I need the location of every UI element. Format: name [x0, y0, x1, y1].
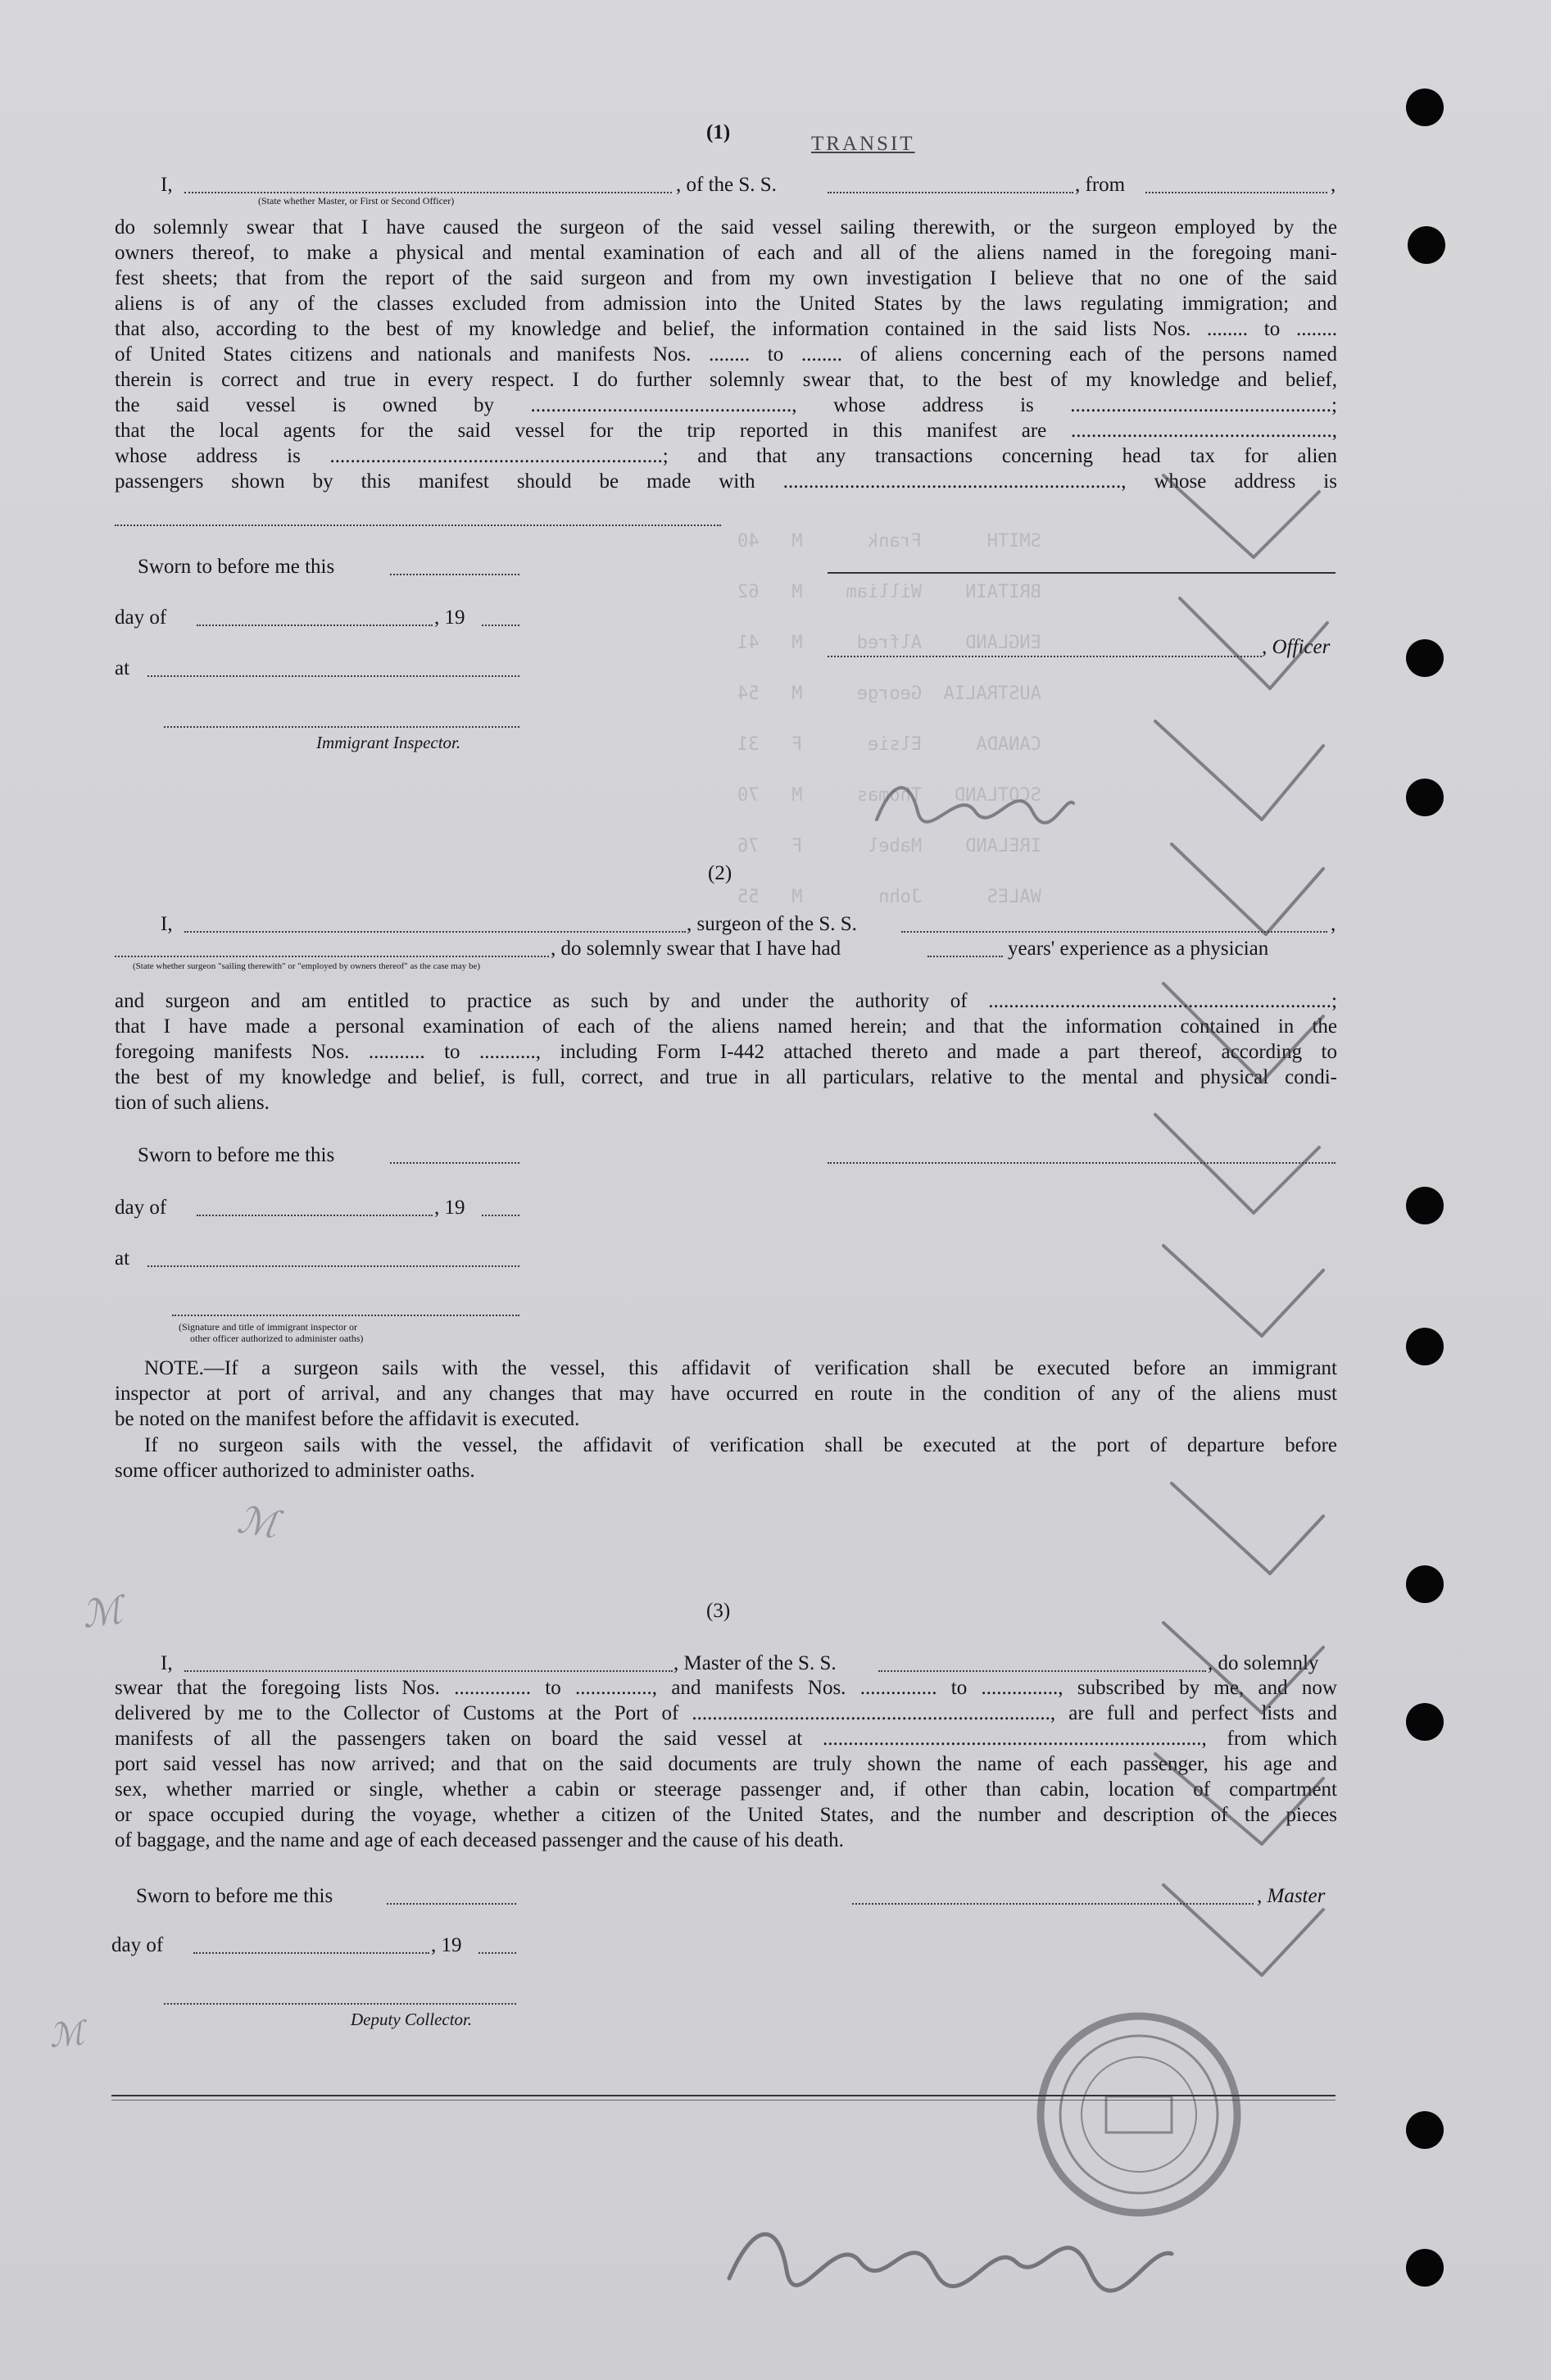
body-line: manifests of all the passengers taken on board the said vessel at .........................................................................., from which — [115, 1728, 1337, 1750]
note-line: NOTE.—If a surgeon sails with the vessel, this affidavit of verification shall be executed before an immigrant — [144, 1357, 1337, 1379]
punch-hole — [1406, 2249, 1444, 2287]
sworn-date-line — [387, 1903, 516, 1905]
margin-annotation: ℳ — [234, 1497, 281, 1547]
body-line: therein is correct and true in every respect. I do further solemnly swear that, to the best of my knowledge and belief, — [115, 369, 1337, 391]
punch-hole — [1406, 1328, 1444, 1365]
year-label: , 19 — [434, 1197, 465, 1219]
surgeon-name-line — [184, 931, 686, 933]
address-continuation-line — [115, 525, 721, 526]
year-line — [478, 1952, 516, 1954]
body-line: passengers shown by this manifest should be made with .................................................................., whose address is — [115, 470, 1337, 493]
punch-hole — [1406, 639, 1444, 677]
years-label: years' experience as a physician — [1008, 938, 1269, 960]
surgeon-caption: (State whether surgeon "sailing therewith" or "employed by owners thereof" as the case may be) — [133, 961, 481, 971]
body-line: do solemnly swear that I have caused the surgeon of the said vessel sailing therewith, or the surgeon employed by the — [115, 216, 1337, 238]
body-line: or space occupied during the voyage, whether a citizen of the United States, and the number and description of the pieces — [115, 1804, 1337, 1826]
body-line: tion of such aliens. — [115, 1092, 270, 1114]
punch-hole — [1406, 1703, 1444, 1741]
body-line: sex, whether married or single, whether a cabin or steerage passenger and, if other than cabin, location of compartment — [115, 1778, 1337, 1801]
signature-caption: other officer authorized to administer oaths) — [190, 1333, 364, 1344]
master-label: , Master of the S. S. — [673, 1652, 837, 1674]
punch-hole — [1406, 1187, 1444, 1224]
inspector-label: Immigrant Inspector. — [316, 733, 461, 752]
transit-stamp: TRANSIT — [811, 133, 915, 155]
signature-caption: (Signature and title of immigrant inspector or — [179, 1321, 357, 1333]
solemnly-label: , do solemnly — [1208, 1652, 1319, 1674]
section-number: (2) — [708, 862, 732, 884]
affiant-lead: I, — [161, 1652, 173, 1674]
punch-hole — [1408, 226, 1445, 264]
officer-caption: (State whether Master, or First or Second Officer) — [258, 195, 455, 207]
sworn-label: Sworn to before me this — [136, 1885, 333, 1907]
margin-annotation: ℳ — [79, 1587, 125, 1637]
year-label: , 19 — [431, 1934, 462, 1956]
affiant-lead: I, — [161, 913, 173, 935]
year-line — [482, 625, 519, 626]
surgeon-label: , surgeon of the S. S. — [687, 913, 857, 935]
day-of-line — [197, 625, 433, 626]
year-line — [482, 1215, 519, 1216]
collector-label: Deputy Collector. — [351, 2010, 473, 2029]
day-of-line — [197, 1215, 433, 1216]
bleed-through-text: SMITH Frank M 40 BRITAIN William M 62 ENGLAND Alfred M 41 AUSTRALIA George M 54 CANADA Elsie F 31 SCOTLAND Thomas M 70 IRELAND Mabel F 76 WALES John M 55 — [737, 531, 1041, 907]
officer-name-line — [184, 192, 672, 193]
day-of-label: day of — [115, 1197, 167, 1219]
sworn-date-line — [390, 1162, 519, 1164]
body-line: swear that the foregoing lists Nos. ............... to ..............., and manifests Nos. ............... to ..............., subscribed by me, and now — [115, 1677, 1337, 1699]
body-line: aliens is of any of the classes excluded from admission into the United States by the laws regulating immigration; and — [115, 293, 1337, 315]
trailing-comma: , — [1331, 913, 1336, 935]
sworn-label: Sworn to before me this — [138, 556, 335, 578]
affiant-lead: I, — [161, 174, 173, 196]
master-name-line — [184, 1670, 673, 1672]
day-of-label: day of — [111, 1934, 164, 1956]
customs-stamp — [1024, 2000, 1254, 2229]
body-line: the best of my knowledge and belief, is full, correct, and true in all particulars, relative to the mental and physical condi- — [115, 1066, 1337, 1088]
margin-annotation: ℳ — [47, 2014, 87, 2056]
at-label: at — [115, 657, 130, 679]
sworn-date-line — [390, 574, 519, 575]
body-line: and surgeon and am entitled to practice as such by and under the authority of ...................................................................; — [115, 990, 1337, 1012]
officer-label: , Officer — [1262, 636, 1331, 658]
sworn-label: Sworn to before me this — [138, 1144, 335, 1166]
years-line — [927, 956, 1003, 957]
master-title: , Master — [1257, 1885, 1326, 1907]
day-of-label: day of — [115, 606, 167, 629]
at-line — [147, 675, 519, 677]
body-line: of United States citizens and nationals and manifests Nos. ........ to ........ of aliens concerning each of the persons named — [115, 343, 1337, 366]
signature-line — [172, 1315, 519, 1316]
from-port-line — [1145, 192, 1327, 193]
at-label: at — [115, 1247, 130, 1269]
note-line: inspector at port of arrival, and any changes that may have occurred en route in the condition of any of the aliens must — [115, 1383, 1337, 1405]
note-line: be noted on the manifest before the affidavit is executed. — [115, 1408, 580, 1430]
vessel-name-line — [828, 192, 1073, 193]
year-label: , 19 — [434, 606, 465, 629]
body-line: foregoing manifests Nos. ........... to ..........., including Form I-442 attached thereto and made a part thereof, according to — [115, 1041, 1337, 1063]
punch-hole — [1406, 1565, 1444, 1603]
at-line — [147, 1265, 519, 1267]
body-line: delivered by me to the Collector of Customs at the Port of ......................................................................, are full and perfect lists and — [115, 1702, 1337, 1724]
section-number: (1) — [706, 121, 731, 143]
body-line: whose address is .................................................................; and that any transactions concerning head tax for alien — [115, 445, 1337, 467]
punch-hole — [1406, 89, 1444, 126]
handwritten-signature — [868, 770, 1082, 836]
punch-hole — [1406, 2111, 1444, 2149]
from-label: , from — [1075, 174, 1126, 196]
body-line: the said vessel is owned by ..................................................., whose address is ...................................................; — [115, 394, 1337, 416]
body-line: fest sheets; that from the report of the said surgeon and from my own investigation I believe that no one of the said — [115, 267, 1337, 289]
body-line: that also, according to the best of my knowledge and belief, the information contained in the said lists Nos. ........ to ........ — [115, 318, 1337, 340]
day-of-line — [193, 1952, 429, 1954]
body-line: port said vessel has now arrived; and that on the said documents are truly shown the name of each passenger, his age and — [115, 1753, 1337, 1775]
note-line: If no surgeon sails with the vessel, the affidavit of verification shall be executed at the port of departure before — [144, 1434, 1337, 1456]
handwritten-signature — [721, 2205, 1180, 2303]
swear-label: , do solemnly swear that I have had — [551, 938, 841, 960]
body-line: owners thereof, to make a physical and mental examination of each and all of the aliens named in the foregoing mani- — [115, 242, 1337, 264]
note-line: some officer authorized to administer oaths. — [115, 1460, 475, 1482]
inspector-signature-line — [164, 726, 519, 728]
collector-signature-line — [164, 2003, 516, 2005]
vessel-label: , of the S. S. — [676, 174, 777, 196]
trailing-comma: , — [1331, 174, 1336, 196]
body-line: that I have made a personal examination of each of the aliens named herein; and that the information contained in the — [115, 1015, 1337, 1038]
body-line: that the local agents for the said vessel for the trip reported in this manifest are ..................................................., — [115, 420, 1337, 442]
body-line: of baggage, and the name and age of each deceased passenger and the cause of his death. — [115, 1829, 844, 1851]
punch-hole — [1406, 779, 1444, 816]
surgeon-status-line — [115, 956, 549, 957]
section-number: (3) — [706, 1600, 731, 1622]
